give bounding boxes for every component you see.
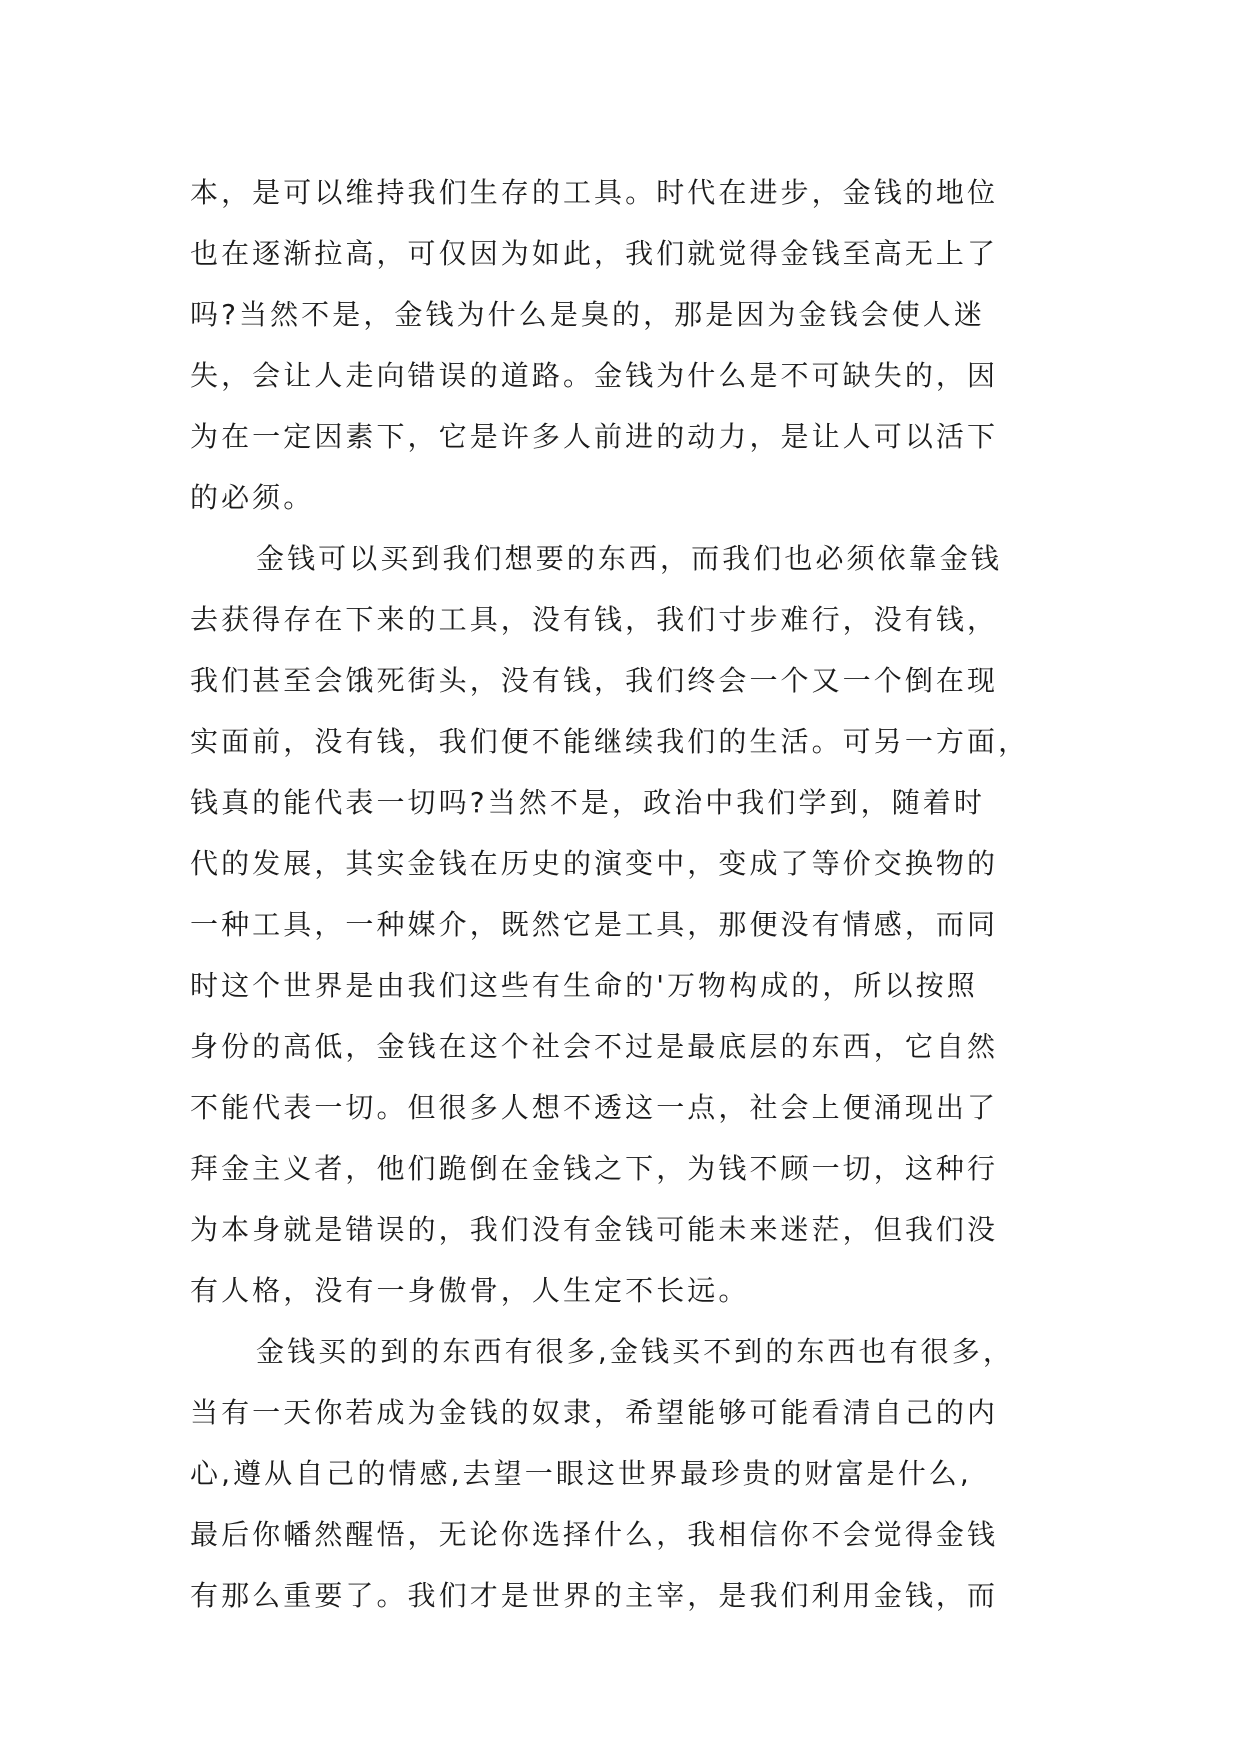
text-line: 的必须。 <box>190 481 315 514</box>
text-line: 有人格，没有一身傲骨，人生定不长远。 <box>190 1274 750 1307</box>
body-text <box>190 162 1070 1626</box>
text-line: 失，会让人走向错误的道路。金钱为什么是不可缺失的，因 <box>190 359 999 392</box>
text-line: 我们甚至会饿死街头，没有钱，我们终会一个又一个倒在现 <box>190 664 999 697</box>
text-line: 也在逐渐拉高，可仅因为如此，我们就觉得金钱至高无上了 <box>190 237 999 270</box>
text-line: 钱真的能代表一切吗?当然不是，政治中我们学到，随着时 <box>190 786 985 819</box>
text-line: 为在一定因素下，它是许多人前进的动力，是让人可以活下 <box>190 420 999 453</box>
paragraph-2 <box>190 528 1070 1321</box>
text-line: 金钱买的到的东西有很多,金钱买不到的东西也有很多， <box>256 1335 1014 1368</box>
text-line: 最后你幡然醒悟，无论你选择什么，我相信你不会觉得金钱 <box>190 1518 999 1551</box>
text-line: 拜金主义者，他们跪倒在金钱之下，为钱不顾一切，这种行 <box>190 1152 999 1185</box>
text-line: 有那么重要了。我们才是世界的主宰，是我们利用金钱，而 <box>190 1579 999 1612</box>
text-line: 身份的高低，金钱在这个社会不过是最底层的东西，它自然 <box>190 1030 999 1063</box>
text-line: 心,遵从自己的情感,去望一眼这世界最珍贵的财富是什么, <box>190 1457 972 1490</box>
paragraph-1 <box>190 162 1070 528</box>
text-line: 金钱可以买到我们想要的东西，而我们也必须依靠金钱 <box>256 542 1002 575</box>
text-line: 代的发展，其实金钱在历史的演变中，变成了等价交换物的 <box>190 847 999 880</box>
text-line: 当有一天你若成为金钱的奴隶，希望能够可能看清自己的内 <box>190 1396 999 1429</box>
text-line: 实面前，没有钱，我们便不能继续我们的生活。可另一方面， <box>190 725 1030 758</box>
text-line: 时这个世界是由我们这些有生命的'万物构成的，所以按照 <box>190 969 978 1002</box>
text-line: 本，是可以维持我们生存的工具。时代在进步，金钱的地位 <box>190 176 999 209</box>
text-line: 吗?当然不是，金钱为什么是臭的，那是因为金钱会使人迷 <box>190 298 985 331</box>
text-line: 去获得存在下来的工具，没有钱，我们寸步难行，没有钱， <box>190 603 999 636</box>
text-line: 一种工具，一种媒介，既然它是工具，那便没有情感，而同 <box>190 908 999 941</box>
paragraph-3 <box>190 1321 1070 1626</box>
text-line: 为本身就是错误的，我们没有金钱可能未来迷茫，但我们没 <box>190 1213 999 1246</box>
text-line: 不能代表一切。但很多人想不透这一点，社会上便涌现出了 <box>190 1091 999 1124</box>
